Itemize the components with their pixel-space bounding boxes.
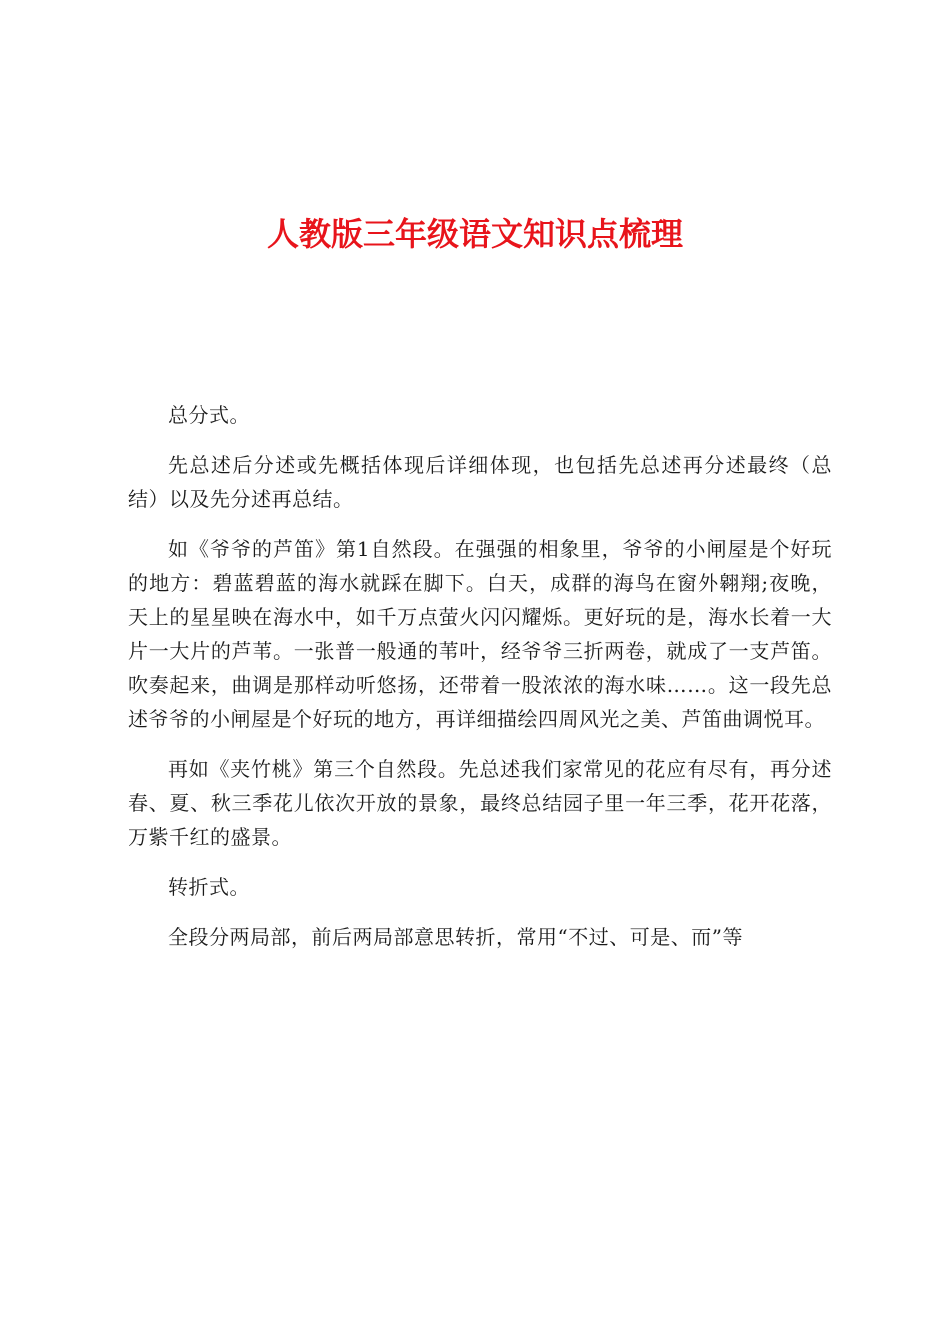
document-title: 人教版三年级语文知识点梳理 (266, 215, 683, 253)
paragraph-4: 再如《夹竹桃》第三个自然段。先总述我们家常见的花应有尽有，再分述春、夏、秋三季花儿依次开放的景象，最终总结园子里一年三季，花开花落，万紫千红的盛景。 (128, 757, 832, 849)
document-body (128, 398, 832, 970)
paragraph-3: 如《爷爷的芦笛》第1自然段。在强强的相象里，爷爷的小闸屋是个好玩的地方：碧蓝碧蓝的海水就踩在脚下。白天，成群的海鸟在窗外翱翔;夜晚，天上的星星映在海水中，如千万点萤火闪闪耀烁。更好玩的是，海水长着一大片一大片的芦苇。一张普一般通的苇叶，经爷爷三折两卷，就成了一支芦笛。吹奏起来，曲调是那样动听悠扬，还带着一股浓浓的海水味……。这一段先总述爷爷的小闸屋是个好玩的地方，再详细描绘四周风光之美、芦笛曲调悦耳。 (128, 537, 832, 731)
paragraph-1: 总分式。 (168, 403, 250, 427)
paragraph-6: 全段分两局部，前后两局部意思转折，常用“不过、可是、而”等 (168, 925, 743, 949)
paragraph-5: 转折式。 (168, 875, 250, 899)
paragraph-2: 先总述后分述或先概括体现后详细体现，也包括先总述再分述最终（总结）以及先分述再总结。 (128, 453, 832, 511)
